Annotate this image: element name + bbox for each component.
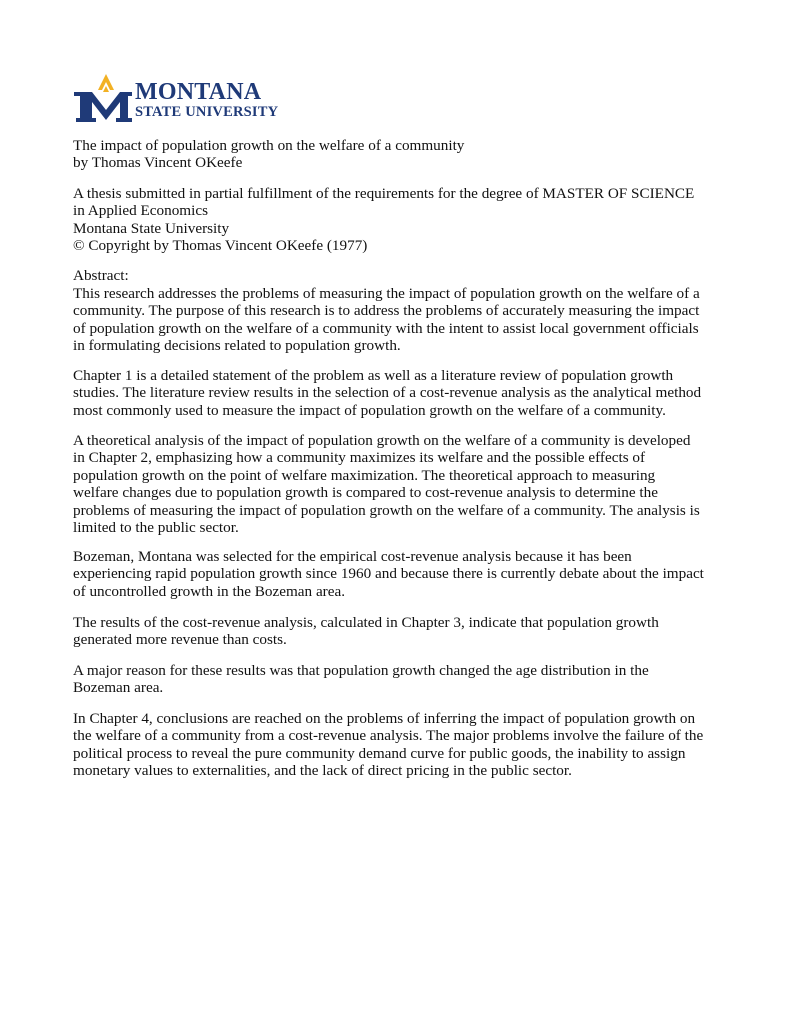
abstract-line: experiencing rapid population growth since 1960 and because there is currently debate about the impact [73,565,704,583]
copyright-line: © Copyright by Thomas Vincent OKeefe (1977) [73,237,368,255]
abstract-line: A theoretical analysis of the impact of population growth on the welfare of a community is developed [73,432,691,449]
abstract-heading [73,267,723,284]
abstract-line: A major reason for these results was that population growth changed the age distribution in the [73,662,649,679]
abstract-line: The results of the cost-revenue analysis, calculated in Chapter 3, indicate that population growth [73,614,659,631]
abstract-line: Chapter 1 is a detailed statement of the problem as well as a literature review of population growth [73,367,674,384]
abstract-paragraph [73,432,723,536]
abstract-line: This research addresses the problems of measuring the impact of population growth on the welfare of a [73,285,700,302]
abstract-paragraph [73,710,723,780]
logo-wordmark-state-university: STATE UNIVERSITY [135,104,279,120]
abstract-label: Abstract: [73,267,129,284]
abstract-line: limited to the public sector. [73,519,239,537]
thesis-title: The impact of population growth on the welfare of a community [73,137,465,154]
abstract-line: In Chapter 4, conclusions are reached on the problems of inferring the impact of population growth on [73,710,696,727]
gold-peak-small-icon [103,86,109,92]
abstract-line: population growth on the point of welfare maximization. The theoretical approach to measuring [73,466,656,484]
abstract-line: political process to reveal the pure community demand curve for public goods, the inability to assign [73,744,686,762]
navy-m-icon [74,92,132,122]
msu-m-logo-icon [72,72,134,124]
abstract-line: studies. The literature review results in the selection of a cost-revenue analysis as the analytical method [73,384,702,402]
abstract-line: in formulating decisions related to population growth. [73,337,401,355]
abstract-line: Bozeman area. [73,679,164,697]
abstract-line: generated more revenue than costs. [73,631,287,649]
university-name: Montana State University [73,219,230,237]
logo-wordmark-montana: MONTANA [135,79,262,105]
abstract-line: most commonly used to measure the impact of population growth on the welfare of a community. [73,401,666,419]
degree-field-line: in Applied Economics [73,202,208,220]
abstract-line: Bozeman, Montana was selected for the empirical cost-revenue analysis because it has been [73,548,632,565]
montana-state-university-logo [72,72,279,124]
abstract-paragraph [73,662,723,697]
degree-statement-line: A thesis submitted in partial fulfillment of the requirements for the degree of MASTER OF SCIENCE [73,185,695,202]
abstract-paragraph [73,367,723,419]
abstract-line: problems of measuring the impact of population growth on the welfare of a community. The analysis is [73,501,700,519]
degree-statement-block [73,185,723,255]
abstract-line: the welfare of a community from a cost-revenue analysis. The major problems involve the failure of the [73,727,704,745]
abstract-paragraph [73,548,723,600]
abstract-paragraph [73,614,723,649]
abstract-line: of uncontrolled growth in the Bozeman area. [73,582,346,600]
abstract-line: welfare changes due to population growth is compared to cost-revenue analysis to determine the [73,484,658,502]
abstract-line: of population growth on the welfare of a community with the intent to assist local government officials [73,319,699,337]
abstract-paragraph [73,285,723,355]
abstract-line: in Chapter 2, emphasizing how a community maximizes its welfare and the possible effects of [73,449,646,467]
abstract-line: monetary values to externalities, and the lack of direct pricing in the public sector. [73,762,572,780]
abstract-line: community. The purpose of this research is to address the problems of accurately measuring the impact [73,302,700,320]
thesis-title-block [73,137,723,172]
thesis-author: by Thomas Vincent OKeefe [73,154,243,172]
